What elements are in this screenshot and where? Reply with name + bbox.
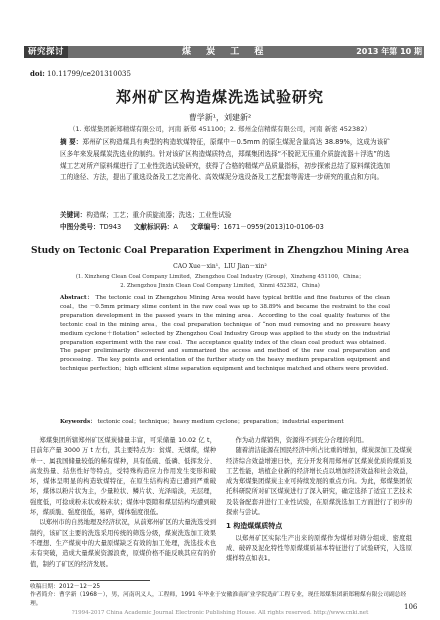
abstract-en-text: The tectonic coal in Zhengzhou Mining Area would have typical brittle and fine features of the clean coal，the －0.5mm primary slime content in the raw coal was up to 38.89% and became the restraint to the coal preparation development in the passed years in the mining area．According to the coal quality features of the tectonic coal in the mining area，the coal preparation technique of “non mud removing and no pressure heavy medium cyclone＋flotation” selected by Zhengzhou Coal Industry Group was applied to the study on the industrial preparation experiment with the raw coal．The acceptance quality index of the clean coal product was obtained．The paper preliminarily discovered and summarized the access and method of the raw coal preparation and processing．The key points and orientation of the further study on the heavy medium preparation equipment and technique perfection；high efficient slime separation equipment and technique matched and others were provided. — [60, 295, 390, 373]
author-bio: 曹学新（1968－），男，河南巩义人，工程师，1991 年毕业于安徽淮南矿业学院选矿工程专业，现任郑煤集团新郑精煤有限公司副总经理。 — [30, 592, 407, 607]
copyright-watermark: ?1994-2017 China Academic Journal Electronic Publishing House. All rights reserved. http://www.cnki.net — [71, 610, 369, 616]
doi-line — [30, 69, 131, 78]
keywords-cn — [60, 209, 390, 219]
abstract-cn-label: 摘 要： — [60, 138, 83, 146]
issue-info: 2013 年第 10 期 — [356, 47, 422, 56]
clc-value: TD943 — [99, 223, 122, 231]
body-paragraph: 作为动力煤销售，资源得不到充分合理的利用。 — [235, 437, 368, 444]
keywords-cn-label: 关键词： — [60, 211, 87, 219]
classification-line — [60, 221, 390, 231]
received-date: 2012－12－25 — [59, 584, 101, 590]
keywords-en — [60, 417, 390, 425]
abstract-en — [60, 294, 390, 374]
body-paragraph: 随着清洁能源在国民经济中所占比重的增加，煤炭深加工及煤炭经济综合效益增速日快，充分开发利用郑州矿区煤炭优质的煤质及工艺性能，培植企业新的经济增长点以增加经济效益和社会效益，成为郑煤集团煤炭主业可持续发展的重点方向。为此，郑煤集团依托科研院所对矿区煤炭进行了深入研究，确定选择了适宜工艺技术及装备配套并进行工业性试验，在原煤洗选加工方面进行了初步的探索与尝试。 — [226, 447, 412, 517]
journal-name: 煤 炭 工 程 — [182, 47, 270, 57]
body-paragraph: 以郑州矿区实际生产出来的原煤作为煤样对筛分组成、密度组成、破碎及泥化特性等原煤煤质基本特征进行了试验研究，入选原煤样特点如表1。 — [226, 534, 412, 563]
keywords-en-label: Keywords： — [60, 419, 96, 425]
article-no-value: 1671－0959(2013)10-0106-03 — [223, 223, 324, 231]
doi-value: 10.11799/ce201310035 — [47, 70, 131, 78]
keywords-cn-value: 构造煤；工艺；重介质旋流器；洗选；工业性试验 — [86, 211, 232, 219]
doc-code-label: 文献标识码： — [133, 223, 174, 231]
body-column-right — [226, 436, 412, 565]
affiliation-en-1: (1. Xinzheng Clean Coal Company Limited，Zhengzhou Coal Industry (Group)，Xinzheng 451100，China； — [75, 274, 365, 280]
body-column-left — [30, 436, 216, 570]
doi-label: doi: — [30, 69, 45, 78]
doc-code-value: A — [173, 223, 178, 231]
footnote-author — [30, 591, 410, 609]
author-bio-label: 作者简介： — [30, 592, 59, 598]
abstract-cn — [60, 137, 390, 184]
article-no-label: 文章编号： — [190, 223, 224, 231]
affiliation-cn: （1. 郑煤集团新郑精煤有限公司，河南 新郑 451100；2. 郑州金信精煤有限公司，河南 新密 452382） — [69, 125, 371, 133]
affiliation-en-2: 2. Zhengzhou Jinxin Clean Coal Company Limited，Xinmi 452382，China) — [120, 283, 320, 289]
section-heading: 1 构造煤煤质特点 — [226, 522, 283, 531]
clc-label: 中图分类号： — [60, 223, 100, 231]
body-paragraph: 郑煤集团所辖郑州矿区煤炭储量丰富，可采储量 10.02 亿 t，目前年产量 3000 万 t 左右，其主要特点为：贫煤、无烟煤，煤种单一、属我国储量较低的稀有煤种，具有低硫、低磷、低挥发分、高发热量、结焦性好等特点，受特殊构造应力作用发生变形和破坏，煤体呈明显的构造软煤特征，在原生结构构造已遭到严重破坏，煤体以粉片状为主，少量粒状、鳞片状、光泽暗淡，无层理，强度低，可捻成粉末状或粉末状；煤体中裂隙和煤层结构均遭到破坏，煤质脆、强度很低，易碎，煤体强度很低。 — [30, 437, 216, 517]
footnote-rule — [30, 580, 150, 581]
received-label: 收稿日期： — [30, 584, 59, 590]
body-paragraph: 以郑州市的自然地理及经济状况，从前郑州矿区的大量洗选受到制约，该矿区主要的洗选采用传统的筛选分级，煤炭洗选加工效果不理想、生产煤炭中的大量原煤缺乏有效的加工处理，洗选技术也未有突破，造成大量煤炭资源浪费，原煤价格不能反映其应有的价值，制约了矿区的经济发展。 — [30, 519, 216, 568]
article-title-en: Study on Tectonic Coal Preparation Experiment in Zhengzhou Mining Area — [30, 246, 410, 256]
abstract-en-label: Abstract： — [60, 295, 94, 301]
section-tag: 研究探讨 — [24, 46, 68, 58]
article-title-cn: 郑州矿区构造煤洗选试验研究 — [115, 88, 324, 106]
abstract-cn-text: 郑州矿区构造煤具有典型的构造软煤特征，原煤中－0.5mm 的原生煤泥含量高达 38.89%，这成为该矿区多年来发展煤炭洗选业的制约。针对该矿区构造煤质特点，郑煤集团选择“不脱泥无压重介质旋流器＋浮选”的选煤工艺对所产原料煤进行了工业性洗选试验研究，获得了合格的精煤产品质量指标，初步探索总结了原料煤洗选加工的途径、方法，提出了重选设备及工艺完善化、高效煤泥分选设备及工艺配套等需进一步研究的重点和方向。 — [60, 138, 390, 182]
page-number: 106 — [404, 603, 418, 611]
authors-en: CAO Xue－xin¹，LIU Jian－xin² — [173, 263, 267, 270]
keywords-en-value: tectonic coal；technique；heavy medium cyclone；preparation；industrial experiment — [97, 419, 344, 425]
authors-cn: 曹学新¹，刘建新² — [188, 113, 252, 122]
